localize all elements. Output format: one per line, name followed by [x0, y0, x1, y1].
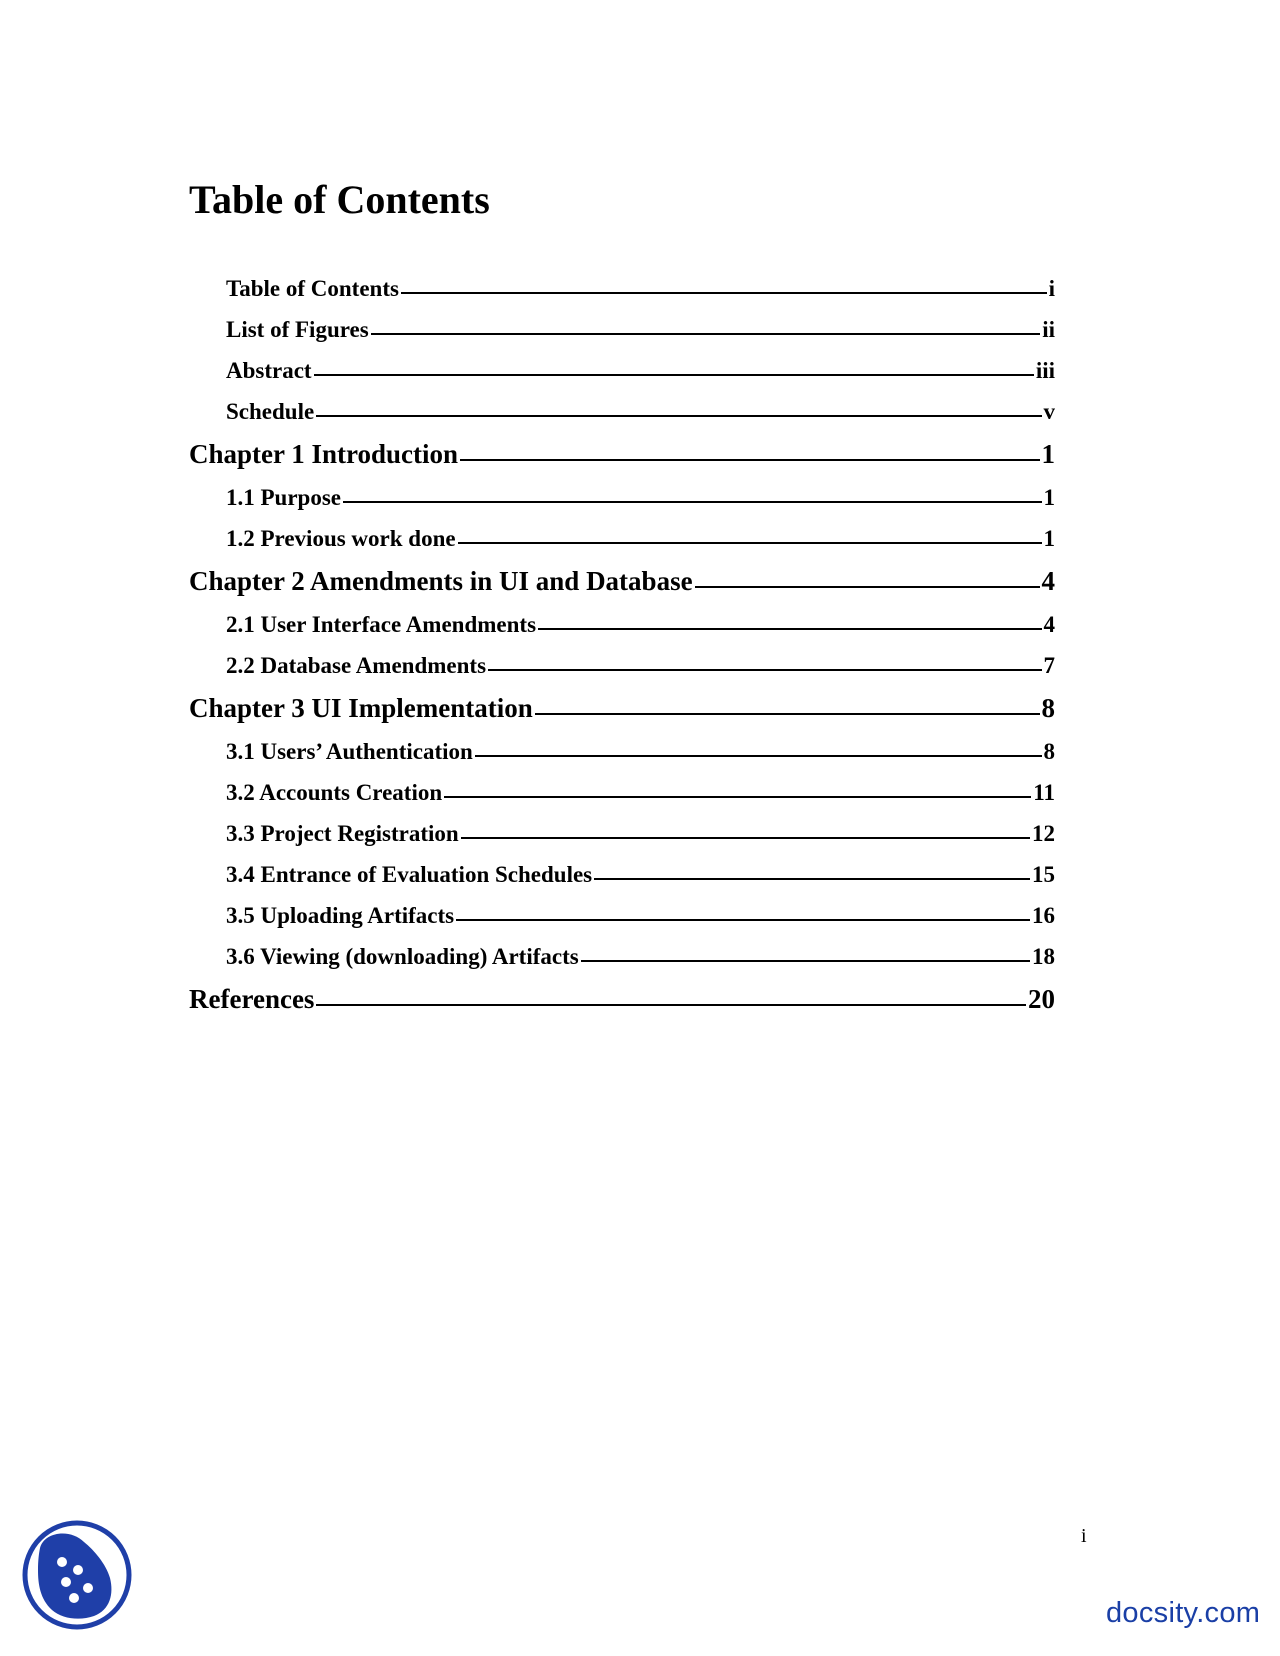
toc-entry-label: 2.1 User Interface Amendments	[226, 612, 537, 637]
toc-entry[interactable]	[189, 772, 1055, 813]
page-title: Table of Contents	[189, 177, 490, 222]
toc-page-number: 20	[1028, 984, 1055, 1014]
toc-entry[interactable]	[189, 731, 1055, 772]
toc-chapter-entry[interactable]	[189, 686, 1055, 731]
toc-page-number: i	[1048, 276, 1055, 301]
toc-entry[interactable]	[189, 854, 1055, 895]
toc-entry[interactable]	[189, 391, 1055, 432]
toc-entry-label: 1.1 Purpose	[226, 485, 341, 510]
toc-leader	[475, 755, 1042, 757]
toc-entry-label: 3.1 Users’ Authentication	[226, 739, 473, 764]
toc-entry-label: 1.2 Previous work done	[226, 526, 456, 551]
toc-entry-label: 3.2 Accounts Creation	[226, 780, 443, 805]
toc-entry-label: 3.3 Project Registration	[226, 821, 459, 846]
toc-entry-label: Chapter 1 Introduction	[189, 439, 459, 469]
toc-chapter-entry[interactable]	[189, 432, 1055, 477]
toc-entry[interactable]	[189, 604, 1055, 645]
toc-leader	[316, 1004, 1026, 1006]
toc-leader	[594, 878, 1030, 880]
toc-entry[interactable]	[189, 477, 1055, 518]
toc-entry[interactable]	[189, 645, 1055, 686]
toc-entry[interactable]	[189, 518, 1055, 559]
toc-page-number: 8	[1043, 739, 1055, 764]
toc-entry-label: 3.6 Viewing (downloading) Artifacts	[226, 944, 579, 969]
toc-page-number: 15	[1032, 862, 1055, 887]
toc-leader	[401, 292, 1047, 294]
toc-page-number: 4	[1041, 566, 1055, 596]
toc-leader	[444, 796, 1031, 798]
toc-page-number: 12	[1032, 821, 1055, 846]
toc-leader	[488, 669, 1041, 671]
toc-entry-label: Chapter 3 UI Implementation	[189, 693, 533, 723]
toc-entry-label: Abstract	[226, 358, 312, 383]
docsity-logo-icon[interactable]	[22, 1520, 132, 1630]
toc-page-number: 1	[1043, 485, 1055, 510]
toc-leader	[460, 459, 1039, 461]
toc-page-number: 7	[1043, 653, 1055, 678]
toc-page-number: 11	[1033, 780, 1055, 805]
toc-entry[interactable]	[189, 895, 1055, 936]
toc-entry-label: References	[189, 984, 315, 1014]
page-number: i	[1081, 1525, 1087, 1547]
toc-page-number: 16	[1032, 903, 1055, 928]
toc-leader	[535, 713, 1040, 715]
toc-entry[interactable]	[189, 350, 1055, 391]
toc-leader	[581, 960, 1030, 962]
toc-page-number: v	[1043, 399, 1055, 424]
toc-chapter-entry[interactable]	[189, 559, 1055, 604]
toc-leader	[316, 415, 1041, 417]
toc-entry-label: Schedule	[226, 399, 315, 424]
toc-page-number: 8	[1041, 693, 1055, 723]
toc-leader	[461, 837, 1030, 839]
toc-page-number: 4	[1043, 612, 1055, 637]
toc-entry[interactable]	[189, 309, 1055, 350]
toc-page-number: iii	[1035, 358, 1055, 383]
toc-leader	[343, 501, 1042, 503]
toc-page-number: ii	[1042, 317, 1055, 342]
toc-leader	[538, 628, 1041, 630]
toc-entry-label: List of Figures	[226, 317, 369, 342]
toc-entry-label: 3.5 Uploading Artifacts	[226, 903, 455, 928]
toc-chapter-entry[interactable]	[189, 977, 1055, 1022]
toc-leader	[695, 586, 1040, 588]
docsity-brand-text[interactable]: docsity.com	[1106, 1597, 1261, 1629]
toc-entry-label: 3.4 Entrance of Evaluation Schedules	[226, 862, 593, 887]
toc-page-number: 1	[1043, 526, 1055, 551]
table-of-contents	[189, 268, 1055, 1022]
toc-leader	[314, 374, 1034, 376]
toc-entry-label: 2.2 Database Amendments	[226, 653, 487, 678]
toc-entry[interactable]	[189, 813, 1055, 854]
toc-page-number: 18	[1032, 944, 1055, 969]
toc-leader	[458, 542, 1042, 544]
toc-entry-label: Chapter 2 Amendments in UI and Database	[189, 566, 693, 596]
toc-entry[interactable]	[189, 268, 1055, 309]
toc-entry-label: Table of Contents	[226, 276, 399, 301]
toc-leader	[456, 919, 1030, 921]
toc-entry[interactable]	[189, 936, 1055, 977]
toc-leader	[371, 333, 1041, 335]
toc-page-number: 1	[1041, 439, 1055, 469]
